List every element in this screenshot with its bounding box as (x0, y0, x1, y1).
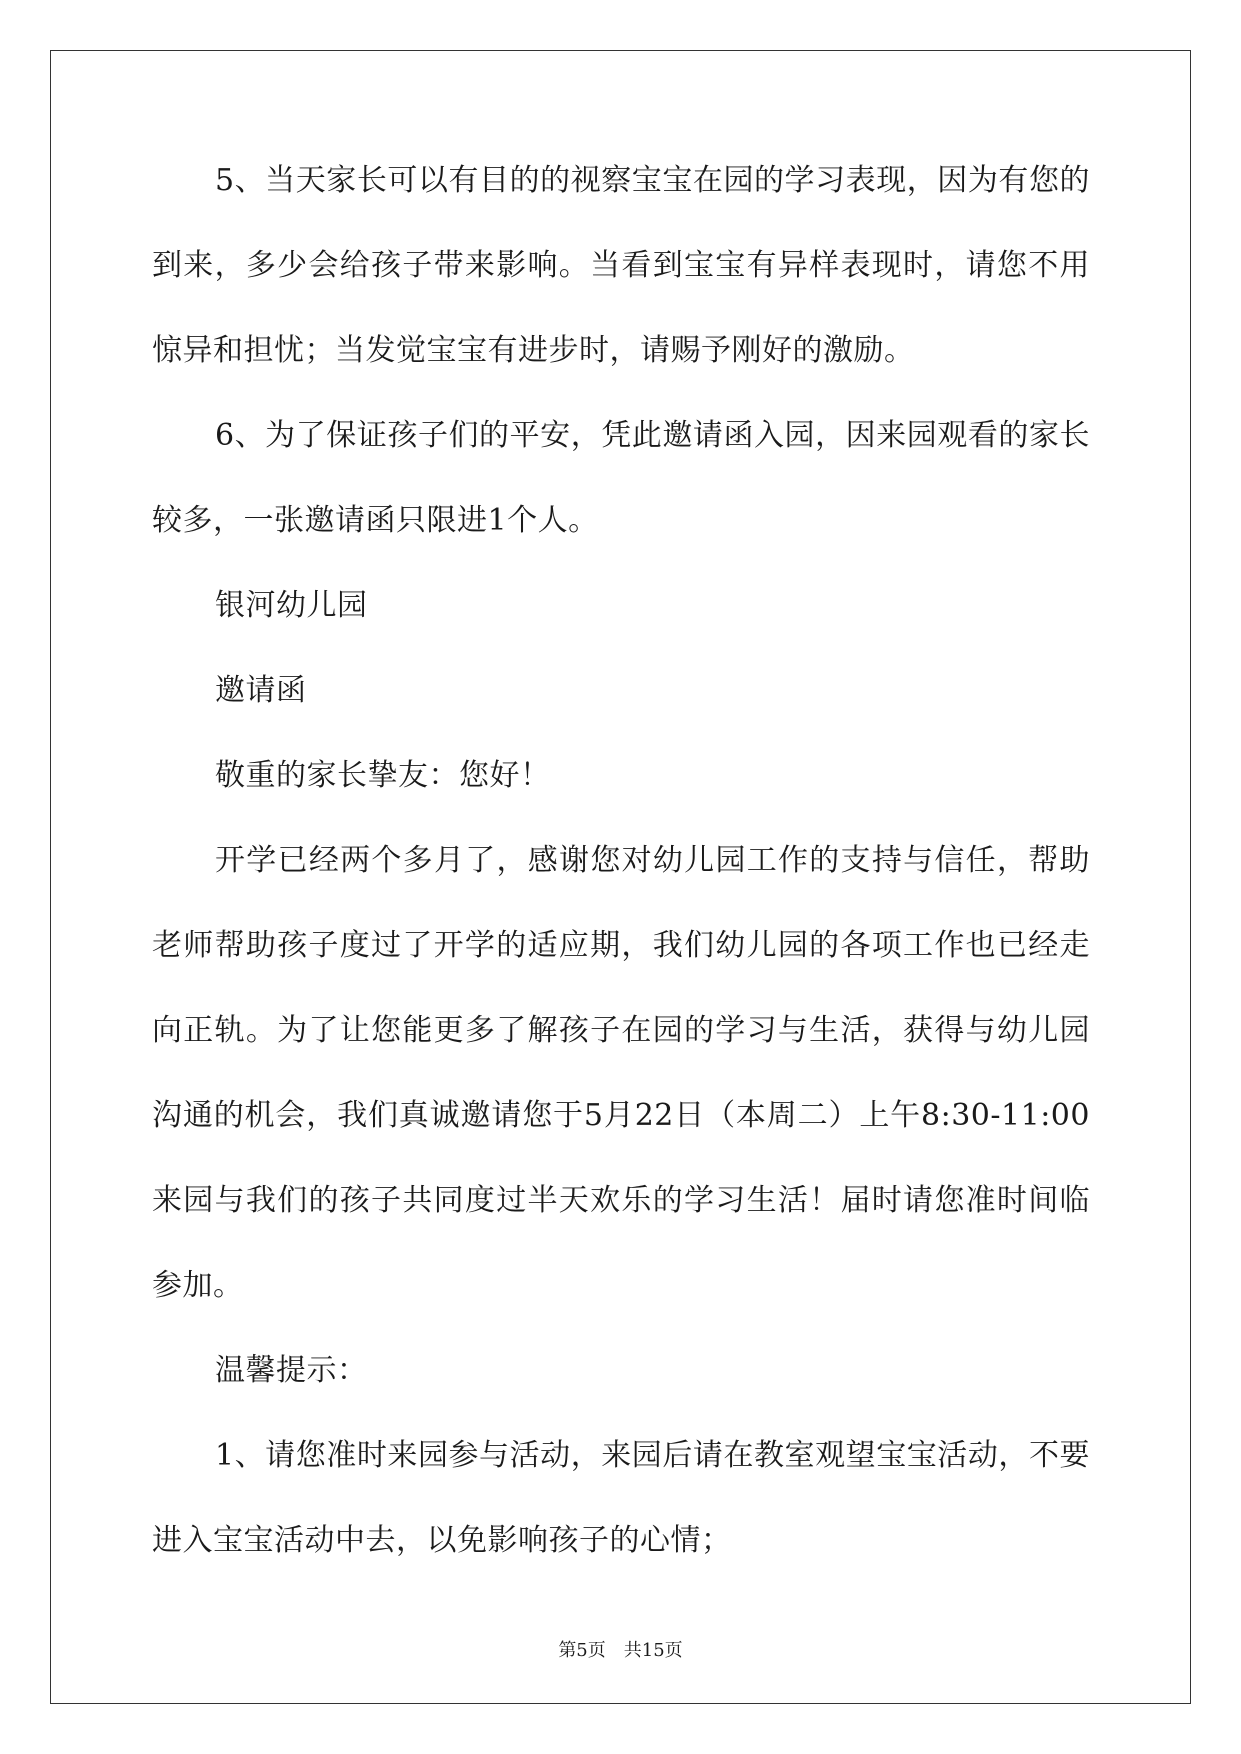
invitation-title: 邀请函 (215, 673, 307, 708)
invitation-body: 开学已经两个多月了，感谢您对幼儿园工作的支持与信任，帮助老师帮助孩子度过了开学的适应期，我们幼儿园的各项工作也已经走向正轨。为了让您能更多了解孩子在园的学习与生活，获得与幼儿园沟通的机会，我们真诚邀请您于5月22日（本周二）上午8:30-11:00来园与我们的孩子共同度过半天欢乐的学习生活！届时请您准时间临参加。 (152, 843, 1090, 1303)
tips-heading: 温馨提示： (215, 1353, 368, 1388)
kindergarten-signature: 银河幼儿园 (215, 588, 368, 623)
page-footer (0, 1636, 1241, 1662)
page-total: 共15页 (623, 1640, 683, 1661)
page-number: 第5页 (558, 1640, 606, 1661)
document-body (152, 162, 1090, 1583)
tip-item-1: 1、请您准时来园参与活动，来园后请在教室观望宝宝活动，不要进入宝宝活动中去，以免影响孩子的心情； (152, 1438, 1090, 1558)
paragraph-item-5: 5、当天家长可以有目的的视察宝宝在园的学习表现，因为有您的到来，多少会给孩子带来影响。当看到宝宝有异样表现时，请您不用惊异和担忧；当发觉宝宝有进步时，请赐予刚好的激励。 (152, 163, 1090, 368)
salutation: 敬重的家长挚友：您好！ (215, 758, 551, 793)
paragraph-item-6: 6、为了保证孩子们的平安，凭此邀请函入园，因来园观看的家长较多，一张邀请函只限进1个人。 (152, 418, 1090, 538)
